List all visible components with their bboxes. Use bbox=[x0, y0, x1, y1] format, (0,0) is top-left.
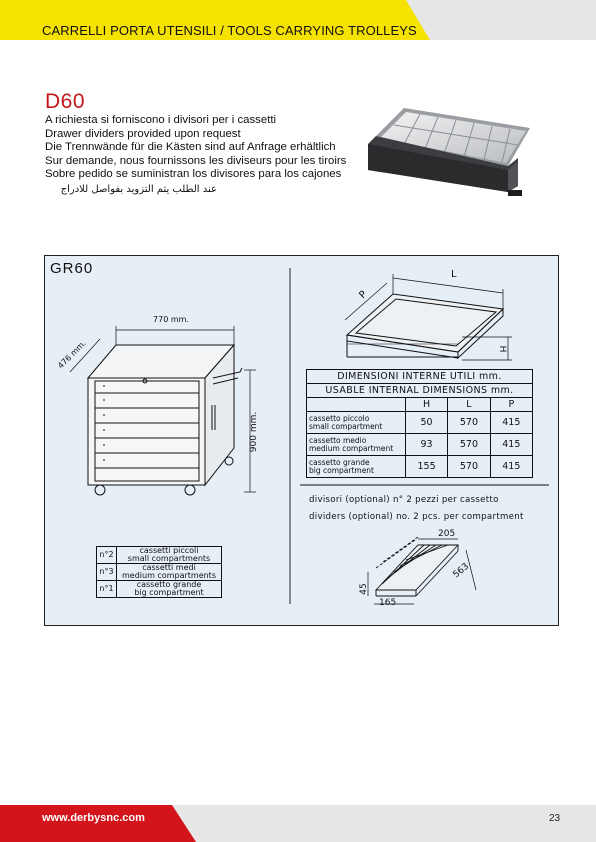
cell-l: 570 bbox=[448, 434, 490, 456]
description-ar: عند الطلب يتم التزويد بفواصل للادراج bbox=[60, 184, 217, 195]
divider-length-label: 563 bbox=[451, 561, 472, 581]
qty-label: cassetto grande big compartment bbox=[117, 581, 222, 598]
dividers-note-en: dividers (optional) no. 2 pcs. per compartment bbox=[309, 512, 524, 522]
page-number: 23 bbox=[549, 813, 561, 824]
dims-title-it: DIMENSIONI INTERNE UTILI mm. bbox=[307, 370, 533, 384]
divider-height-label: 45 bbox=[359, 583, 369, 595]
qty-cell: n°2 bbox=[97, 547, 117, 564]
dims-corner-cell bbox=[307, 398, 406, 412]
dividers-note-it: divisori (optional) n° 2 pezzi per cassetto bbox=[309, 495, 499, 505]
cell-l: 570 bbox=[448, 456, 490, 478]
drawer-depth-label: P bbox=[357, 289, 370, 302]
dims-col-h: H bbox=[405, 398, 447, 412]
qty-cell: n°3 bbox=[97, 564, 117, 581]
divider-width-label: 205 bbox=[438, 529, 456, 539]
drawer-drawing bbox=[347, 294, 503, 358]
qty-cell: n°1 bbox=[97, 581, 117, 598]
cell-p: 415 bbox=[490, 434, 532, 456]
table-row bbox=[307, 412, 533, 434]
cell-h: 50 bbox=[405, 412, 447, 434]
page-header-title: CARRELLI PORTA UTENSILI / TOOLS CARRYING TROLLEYS bbox=[42, 23, 417, 38]
dims-title-en: USABLE INTERNAL DIMENSIONS mm. bbox=[307, 384, 533, 398]
table-row bbox=[97, 547, 222, 564]
compartment-quantity-table bbox=[96, 546, 222, 598]
dims-col-p: P bbox=[490, 398, 532, 412]
table-row bbox=[307, 434, 533, 456]
row-label: cassetto medio medium compartment bbox=[307, 434, 406, 456]
table-row bbox=[307, 456, 533, 478]
product-code: D60 bbox=[45, 90, 86, 113]
dims-col-l: L bbox=[448, 398, 490, 412]
qty-label: cassetti medi medium compartments bbox=[117, 564, 222, 581]
drawer-length-label: L bbox=[451, 269, 457, 280]
cell-l: 570 bbox=[448, 412, 490, 434]
row-label: cassetto piccolo small compartment bbox=[307, 412, 406, 434]
cell-p: 415 bbox=[490, 456, 532, 478]
website-link[interactable]: www.derbysnc.com bbox=[42, 812, 145, 824]
drawing-code: GR60 bbox=[50, 260, 94, 277]
trolley-drawing bbox=[88, 345, 242, 495]
description-fr: Sur demande, nous fournissons les diviseurs pour les tiroirs bbox=[45, 154, 347, 167]
description-it: A richiesta si forniscono i divisori per i cassetti bbox=[45, 114, 277, 126]
cell-h: 155 bbox=[405, 456, 447, 478]
trolley-width-label: 770 mm. bbox=[153, 315, 189, 324]
qty-label: cassetti piccoli small compartments bbox=[117, 547, 222, 564]
table-row bbox=[97, 564, 222, 581]
description-en: Drawer dividers provided upon request bbox=[45, 127, 241, 140]
trolley-depth-label: 476 mm. bbox=[56, 338, 88, 371]
cell-p: 415 bbox=[490, 412, 532, 434]
internal-dimensions-table bbox=[306, 369, 533, 478]
cell-h: 93 bbox=[405, 434, 447, 456]
divider-base-label: 165 bbox=[379, 598, 397, 608]
drawer-height-label: H bbox=[497, 345, 507, 353]
row-label: cassetto grande big compartment bbox=[307, 456, 406, 478]
divider-drawing bbox=[376, 537, 458, 596]
trolley-height-label: 900 mm. bbox=[249, 411, 259, 453]
description-de: Die Trennwände für die Kästen sind auf Anfrage erhältlich bbox=[45, 141, 336, 153]
table-row bbox=[97, 581, 222, 598]
description-es: Sobre pedido se suministran los divisores para los cajones bbox=[45, 168, 342, 180]
